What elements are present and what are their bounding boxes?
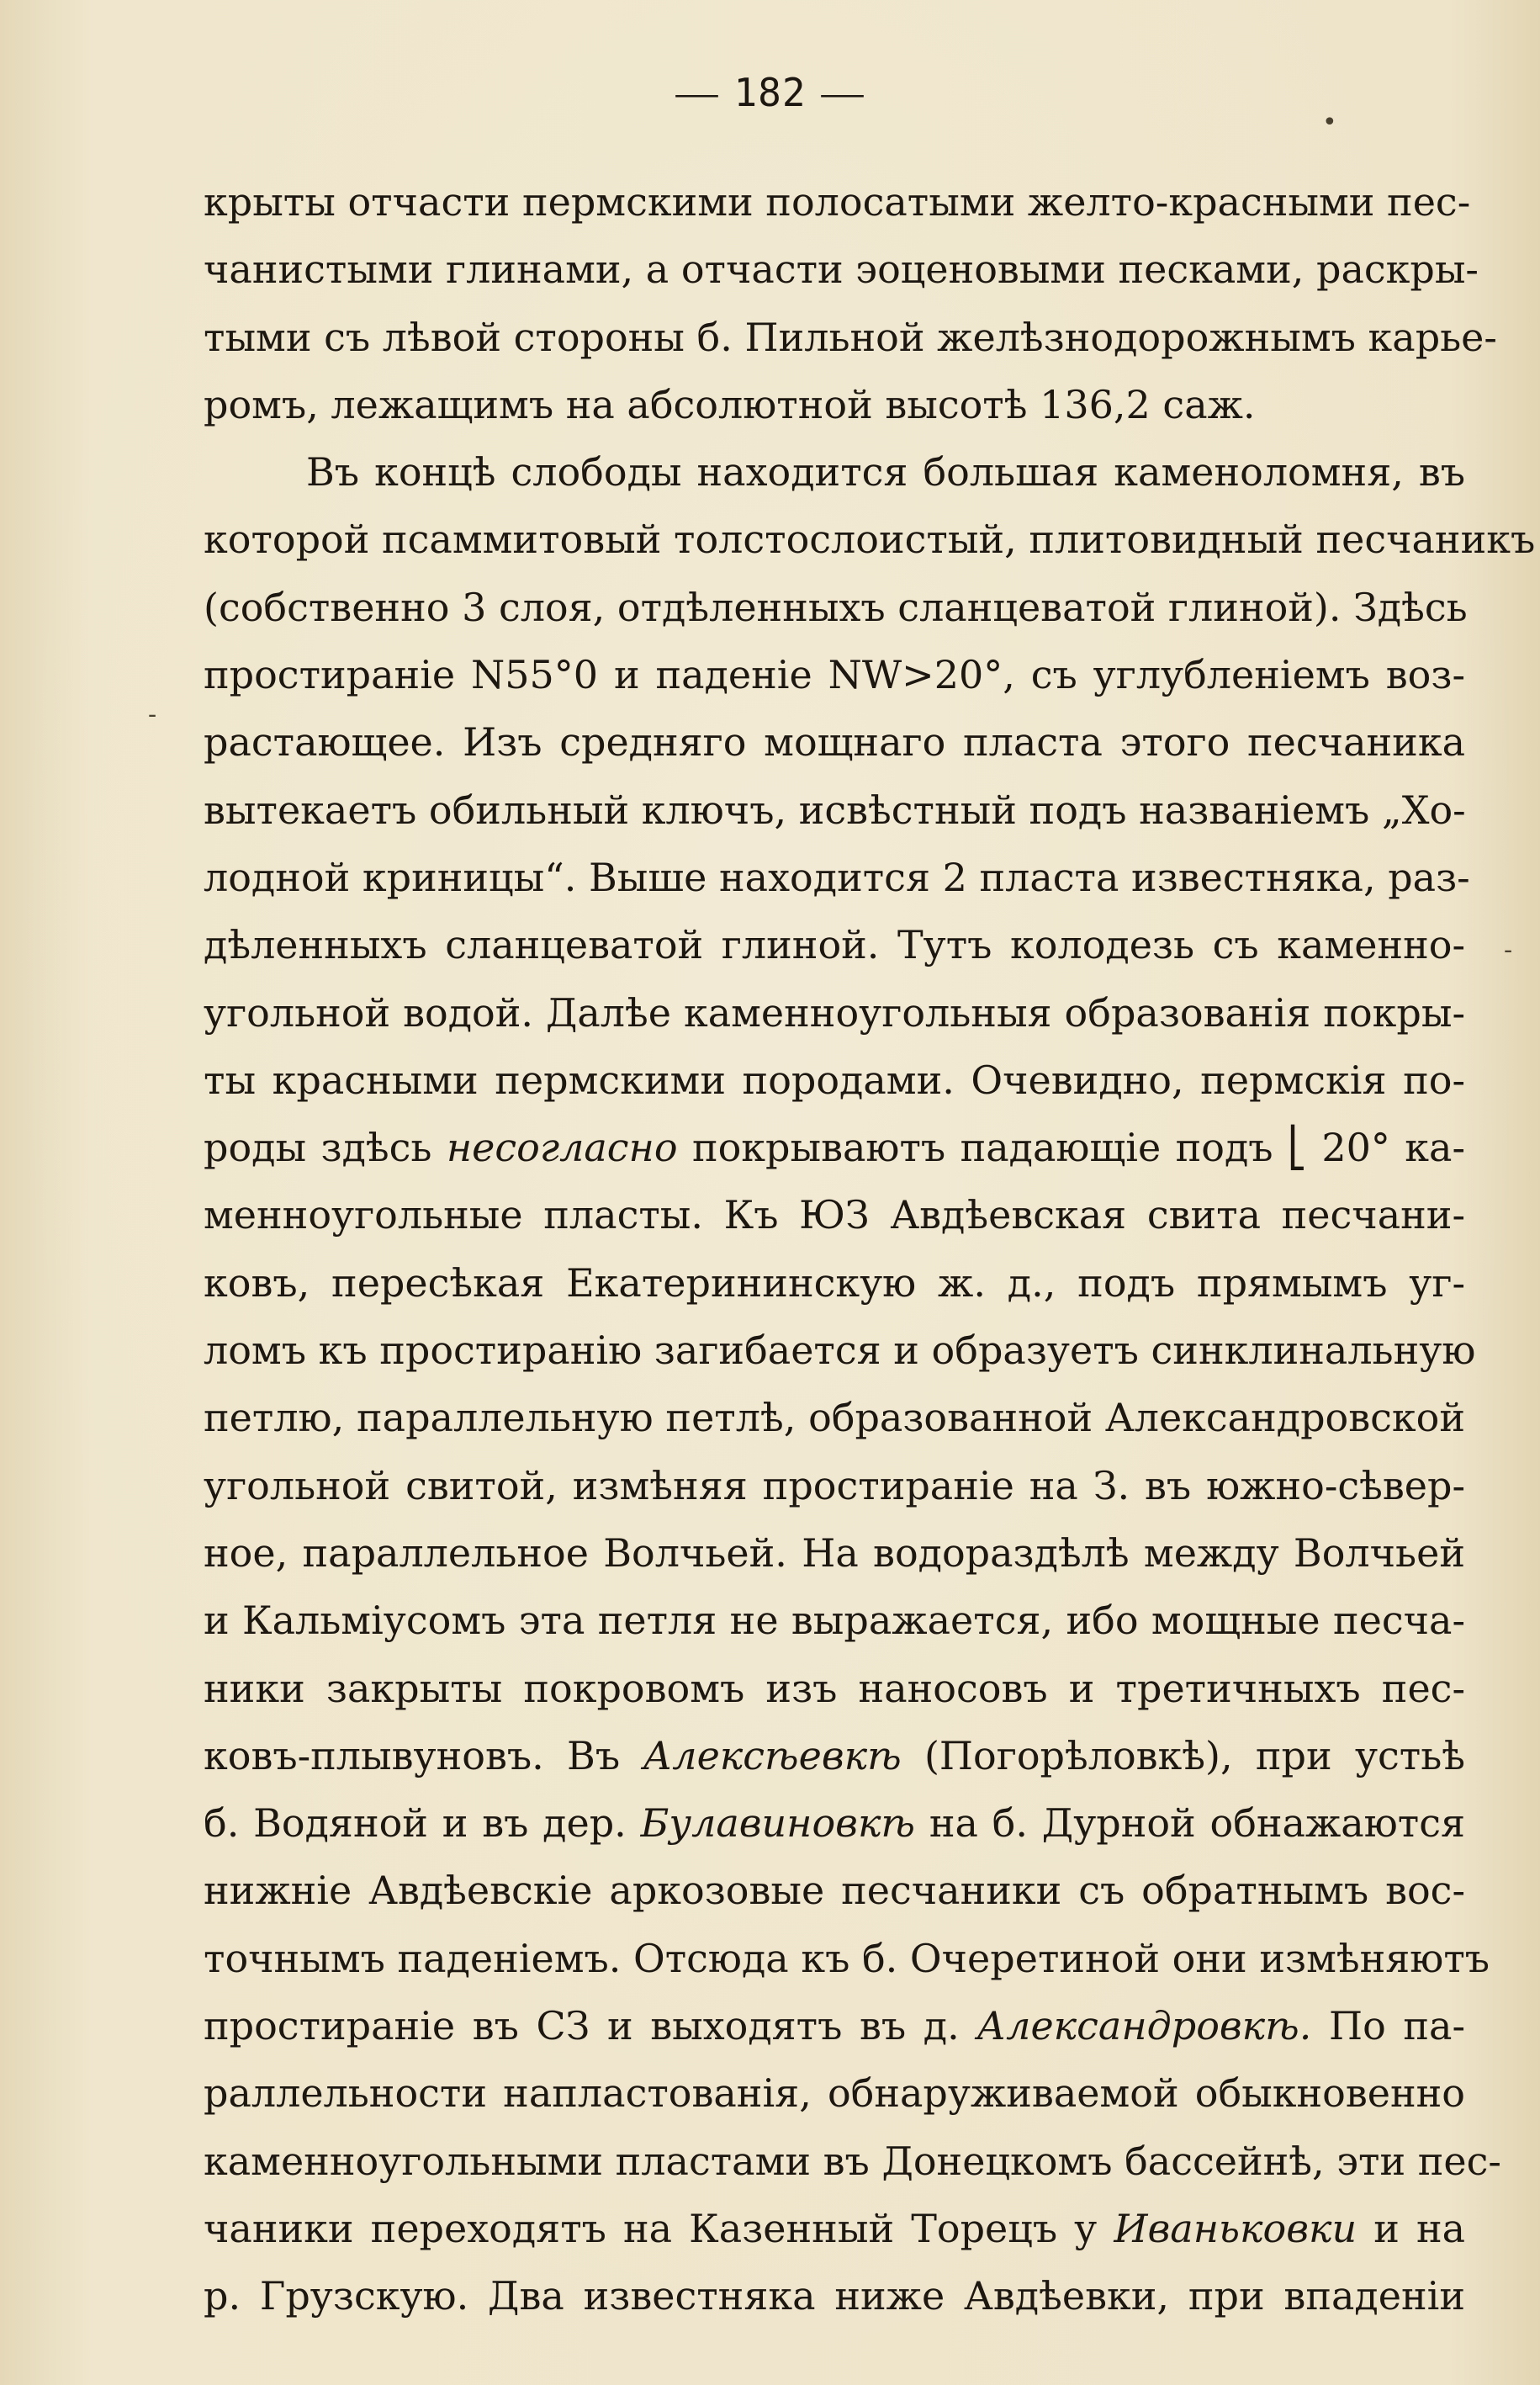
text-line: нижніе Авдѣевскіе аркозовые песчаники съ обратнымъ вос-: [204, 1868, 1465, 1914]
italic-place-name: Иваньковки: [1114, 2205, 1357, 2251]
text-line: (собственно 3 слоя, отдѣленныхъ сланцеватой глиной). Здѣсь: [204, 584, 1468, 630]
text-fragment: б. Водяной и въ дер.: [204, 1800, 627, 1847]
text-line: крыты отчасти пермскими полосатыми желто-красными пес-: [204, 179, 1471, 225]
text-line: [204, 2195, 1465, 2262]
page-number-dash-right: —: [821, 68, 865, 115]
text-line: Въ концѣ слободы находится большая каменоломня, въ: [306, 449, 1465, 496]
text-line: угольной свитой, измѣняя простираніе на З. въ южно-сѣвер-: [204, 1462, 1465, 1508]
text-line: точнымъ паденіемъ. Отсюда къ б. Очеретиной они измѣняютъ: [204, 1935, 1490, 1981]
text-line: каменноугольными пластами въ Донецкомъ бассейнѣ, эти пес-: [204, 2138, 1501, 2184]
text-line: менноугольные пласты. Къ ЮЗ Авдѣевская свита песчани-: [204, 1192, 1465, 1238]
text-line: которой псаммитовый толстослоистый, плитовидный песчаникъ: [204, 517, 1536, 563]
italic-place-name: Алексѣевкѣ: [643, 1732, 902, 1778]
text-line: чанистыми глинами, а отчасти эоценовыми песками, раскры-: [204, 246, 1479, 293]
italic-term: несогласно: [446, 1125, 678, 1171]
text-line: раллельности напластованія, обнаруживаемой обыкновенно: [204, 2070, 1465, 2117]
page-number: [0, 67, 1540, 116]
margin-mark: -: [1504, 935, 1513, 965]
text-fragment: простираніе въ СЗ и выходятъ въ д.: [204, 2003, 960, 2049]
text-line: [204, 1789, 1465, 1857]
text-line: и Кальміусомъ эта петля не выражается, ибо мощные песча-: [204, 1598, 1465, 1644]
text-fragment: чаники переходятъ на Казенный Торецъ у: [204, 2205, 1098, 2251]
page-number-dash-left: —: [675, 68, 719, 115]
text-fragment: (Погорѣловкѣ), при устьѣ: [923, 1732, 1466, 1778]
text-fragment: и на: [1373, 2205, 1466, 2251]
text-line: лодной криницы“. Выше находится 2 пласта известняка, раз-: [204, 854, 1470, 900]
text-line: ники закрыты покровомъ изъ наносовъ и третичныхъ пес-: [204, 1665, 1465, 1711]
text-line: дѣленныхъ сланцеватой глиной. Тутъ колодезь съ каменно-: [204, 922, 1465, 968]
text-line: ломъ къ простиранію загибается и образуетъ синклинальную: [204, 1328, 1476, 1374]
page-number-value: 182: [733, 70, 807, 115]
text-line: угольной водой. Далѣе каменноугольныя образованія покры-: [204, 989, 1465, 1036]
text-line: петлю, параллельную петлѣ, образованной Александровской: [204, 1395, 1465, 1441]
text-line: [204, 1114, 1465, 1181]
text-fragment: ковъ-плывуновъ. Въ: [204, 1732, 621, 1778]
text-fragment: на б. Дурной обнажаются: [929, 1800, 1465, 1847]
text-line: ты красными пермскими породами. Очевидно, пермскія по-: [204, 1057, 1465, 1103]
text-line: [204, 1722, 1465, 1789]
margin-mark: -: [148, 700, 157, 729]
ink-speck: •: [1322, 108, 1337, 137]
text-line: простираніе N55°0 и паденіе NW>20°, съ углубленіемъ воз-: [204, 652, 1465, 698]
italic-place-name: Булавиновкѣ: [640, 1800, 916, 1847]
text-line: ковъ, пересѣкая Екатерининскую ж. д., подъ прямымъ уг-: [204, 1259, 1465, 1306]
text-line: р. Грузскую. Два известняка ниже Авдѣевки, при впаденіи: [204, 2273, 1465, 2319]
body-text: [204, 168, 1536, 2330]
text-fragment: покрываютъ падающіе подъ ⎣ 20° ка-: [691, 1125, 1465, 1171]
text-line: ромъ, лежащимъ на абсолютной высотѣ 136,2 саж.: [204, 381, 1256, 427]
text-line: ное, параллельное Волчьей. На водораздѣлѣ между Волчьей: [204, 1529, 1465, 1576]
text-fragment: роды здѣсь: [204, 1125, 432, 1171]
text-line: тыми съ лѣвой стороны б. Пильной желѣзнодорожнымъ карье-: [204, 314, 1497, 360]
text-line: вытекаетъ обильный ключъ, исвѣстный подъ названіемъ „Хо-: [204, 787, 1466, 833]
text-line: [204, 1992, 1465, 2059]
italic-place-name: Александровкѣ.: [976, 2003, 1312, 2049]
text-line: растающее. Изъ средняго мощнаго пласта этого песчаника: [204, 719, 1465, 766]
text-fragment: По па-: [1328, 2003, 1466, 2049]
